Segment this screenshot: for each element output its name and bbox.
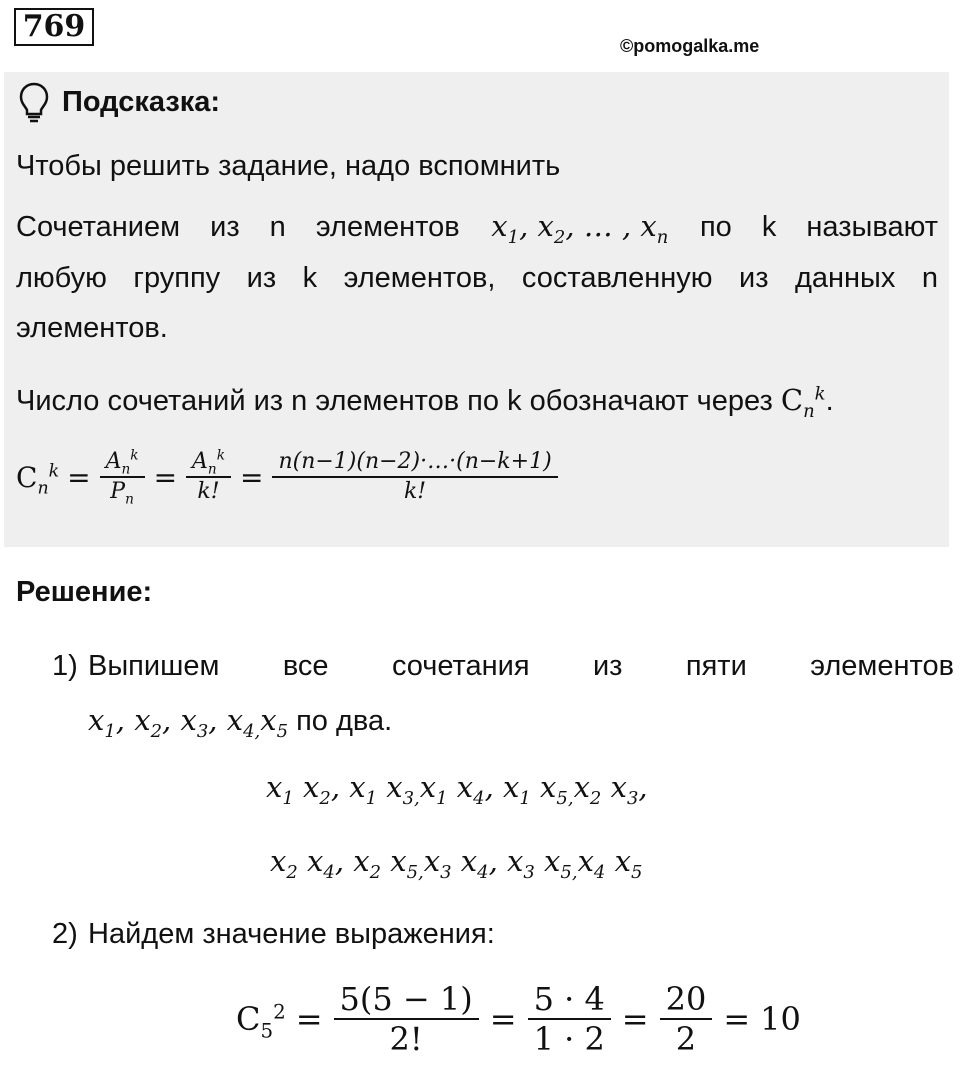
calc-frac-1: $\frac{5(5 - 1)}{2!}$ — [337, 980, 476, 1058]
solution-title: Решение: — [16, 576, 153, 608]
step1-number: 1) — [52, 650, 78, 682]
formula-lhs: $C_n^k$ — [16, 460, 60, 499]
elements-list: $x_1$, $x_2$, … , $x_n$ — [491, 209, 669, 248]
calc-frac-2: $\frac{5 \cdot 4}{1 \cdot 2}$ — [531, 980, 608, 1058]
definition-line-2: любую группу из k элементов, составленную из данных n — [16, 262, 938, 294]
task-number: 769 — [14, 8, 94, 46]
hint-title: Подсказка: — [62, 86, 221, 118]
definition-text-b: по k называют — [699, 211, 938, 243]
definition-line-1 — [16, 206, 938, 247]
combinations-row-1: $x_1$ $x_2$, $x_1$ $x_{3,}x_1$ $x_4$, $x_1$ $x_{5,}x_2$ $x_3$, — [266, 770, 648, 809]
step1-text: Выпишем все сочетания из пяти элементов — [88, 650, 954, 682]
notation-symbol: $C_n^k$ — [780, 383, 826, 422]
lightbulb-icon — [18, 82, 50, 124]
calc-result: 10 — [760, 1000, 801, 1038]
step2-text: Найдем значение выражения: — [88, 918, 495, 950]
site-watermark: ©pomogalka.me — [620, 36, 760, 56]
calc-frac-3: $\frac{20}{2}$ — [663, 980, 710, 1058]
five-elements: $x_1$, $x_2$, $x_3$, $x_{4,}x_5$ — [88, 703, 289, 742]
step1-suffix: по два. — [296, 705, 393, 737]
hint-intro: Чтобы решить задание, надо вспомнить — [16, 150, 561, 182]
formula-frac-3: $\frac{n(n-1)(n-2)\cdot\dots\cdot(n-k+1)}{k!}$ — [275, 448, 554, 506]
combinations-row-2: $x_2$ $x_4$, $x_2$ $x_{5,}x_3$ $x_4$, $x_3$ $x_{5,}x_4$ $x_5$ — [270, 844, 643, 883]
definition-text-a: Сочетанием из n элементов — [16, 211, 460, 243]
notation-line: Число сочетаний из n элементов по k обозначают через $C_n^k$. — [16, 383, 834, 422]
calculation: $C_5^2$ = $\frac{5(5 - 1)}{2!}$ = $\frac{5 \cdot 4}{1 \cdot 2}$ = $\frac{20}{2}$ = 10 — [236, 980, 801, 1058]
notation-text: Число сочетаний из n элементов по k обозначают через — [16, 385, 773, 417]
calc-lhs: $C_5^2$ — [236, 1000, 286, 1043]
formula-frac-1: $\frac{A_n^k}{P_n}$ — [103, 448, 142, 506]
combination-formula: $C_n^k$ = $\frac{A_n^k}{P_n}$ = $\frac{A_n^k}{k!}$ = $\frac{n(n-1)(n-2)\cdot\dots\cdot(n-k+1)}{k!}$ — [16, 448, 559, 506]
formula-frac-2: $\frac{A_n^k}{k!}$ — [189, 448, 228, 506]
step1-line-2 — [88, 700, 392, 741]
step2-number: 2) — [52, 918, 78, 950]
definition-line-3: элементов. — [16, 312, 168, 344]
